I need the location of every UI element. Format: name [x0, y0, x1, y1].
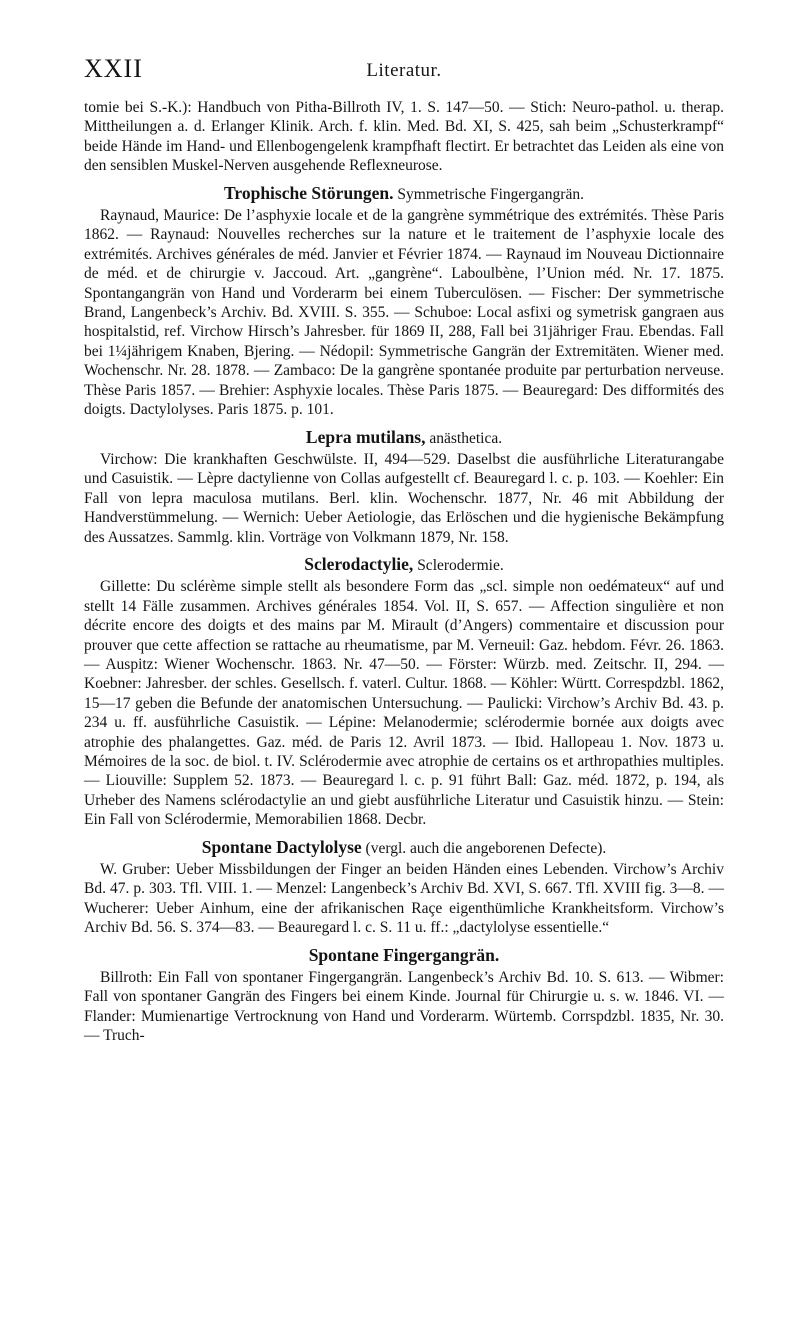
heading-text: Lepra mutilans,: [305, 426, 426, 447]
heading-text: Spontane Dactylolyse: [201, 836, 362, 857]
section-text-fingergangraen: Billroth: Ein Fall von spontaner Fingergangrän. Langenbeck’s Archiv Bd. 10. S. 613. — Wibmer: Fall von spontaner Gangrän des Fingers bei einem Kinde. Journal für Chirurgie u. s. w. 1846. VI. — Flander: Mumienartige Vertrocknung von Hand und Vorderarm. Würtemb. Corrspdzbl. 1835, Nr. 30. — Truch-: [84, 969, 724, 1045]
section-text-trophische: Raynaud, Maurice: De l’asphyxie locale et de la gangrène symmétrique des extrémités. Thèse Paris 1862. — Raynaud: Nouvelles recherches sur la nature et le traitement de l’asphyxie locale des extrémités. Archives générales de méd. Janvier et Février 1874. — Raynaud im Nouveau Dictionnaire de méd. et de chirurgie v. Jaccoud. Art. „gangrène“. Laboulbène, l’Union méd. Nr. 17. 1875. Spontangangrän von Hand und Vorderarm bei einem Tuberculösen. — Fischer: Der symmetrische Brand, Langenbeck’s Archiv. Bd. XVIII. S. 355. — Schuboe: Local asfixi og symetrisk gangraen aus hospitalstid, ref. Virchow Hirsch’s Jahresber. für 1869 II, 288, Fall bei 31jähriger Frau. Ebendas. Fall bei 1¼jährigem Knaben, Bjering. — Nédopil: Symmetrische Gangrän der Extremitäten. Wiener med. Wochenschr. Nr. 28. 1878. — Zambaco: De la gangrène spontanée produite par perturbation nerveuse. Thèse Paris 1857. — Brehier: Asphyxie locales. Thèse Paris 1875. — Beauregard: Des difformités des doigts. Dactylolyses. Paris 1875. p. 101.: [84, 207, 724, 419]
section-heading-dactylolyse: [84, 838, 724, 858]
heading-text: Spontane Fingergangrän.: [308, 944, 500, 965]
section-heading-lepra: [84, 428, 724, 448]
paragraph-continued: tomie bei S.-K.): Handbuch von Pitha-Billroth IV, 1. S. 147—50. — Stich: Neuro-pathol. u. therap. Mittheilungen a. d. Erlanger Klinik. Arch. f. klin. Med. Bd. XI, S. 425, sah beim „Schusterkrampf“ beide Hände im Hand- und Ellenbogengelenk krampfhaft flectirt. Er betrachtet das Leiden als eine von den sensiblen Muskel-Nerven ausgehende Reflexneurose.: [84, 99, 724, 175]
section-heading-sclerodactylie: [84, 555, 724, 575]
heading-subtitle: anästhetica.: [429, 429, 503, 447]
page-header: [84, 54, 724, 94]
section-text-dactylolyse: W. Gruber: Ueber Missbildungen der Finger an beiden Händen eines Lebenden. Virchow’s Archiv Bd. 47. p. 303. Tfl. VIII. 1. — Menzel: Langenbeck’s Archiv Bd. XVI, S. 667. Tfl. XVIII fig. 3—8. — Wucherer: Ueber Ainhum, eine der afrikanischen Raçe eigenthümliche Krankheitsform. Virchow’s Archiv Bd. 56. S. 374—83. — Beauregard l. c. S. 11 u. ff.: „dactylolyse essentielle.“: [84, 861, 724, 937]
heading-subtitle: Symmetrische Fingergangrän.: [397, 185, 584, 203]
page-body: [84, 98, 724, 1046]
heading-text: Trophische Störungen.: [224, 182, 394, 203]
heading-subtitle: Sclerodermie.: [417, 556, 504, 574]
running-title: Literatur.: [366, 60, 442, 81]
section-heading-fingergangraen: [84, 946, 724, 966]
page-number: XXII: [84, 54, 143, 83]
heading-subtitle: (vergl. auch die angeborenen Defecte).: [365, 839, 607, 857]
section-text-lepra: Virchow: Die krankhaften Geschwülste. II, 494—529. Daselbst die ausführliche Literaturangabe und Casuistik. — Lèpre dactylienne von Collas aufgestellt cf. Beauregard l. c. p. 103. — Koehler: Ein Fall von lepra maculosa mutilans. Berl. klin. Wochenschr. 1877, Nr. 46 mit Abbildung der Handverstümmelung. — Wernich: Ueber Aetiologie, das Erlöschen und die hygienische Bekämpfung des Aussatzes. Sammlg. klin. Vorträge von Volkmann 1879, Nr. 158.: [84, 450, 724, 546]
section-heading-trophische: [84, 184, 724, 204]
heading-text: Sclerodactylie,: [304, 553, 414, 574]
section-text-sclerodactylie: Gillette: Du sclérème simple stellt als besondere Form das „scl. simple non oedémateux“ auf und stellt 14 Fälle zusammen. Archives générales 1854. Vol. II, S. 657. — Affection singulière et non décrite encore des doigts et des mains par M. Mirault (d’Angers) commentaire et discussion pour prouver que cette affection se rattache au rheumatisme, par M. Verneuil: Gaz. hebdom. Févr. 26. 1863. — Auspitz: Wiener Wochenschr. 1863. Nr. 47—50. — Förster: Würzb. med. Zeitschr. II, 294. — Koebner: Jahresber. der schles. Gesellsch. f. vaterl. Cultur. 1868. — Köhler: Württ. Correspdzbl. 1862, 15—17 geben die Befunde der anatomischen Untersuchung. — Paulicki: Virchow’s Archiv Bd. 43. p. 234 u. ff. ausführliche Casuistik. — Lépine: Melanodermie; sclérodermie bornée aux doigts avec atrophie des phalangettes. Gaz. méd. de Paris 12. Avril 1873. — Ibid. Hallopeau 1. Nov. 1873 u. Mémoires de la soc. de biol. t. IV. Sclérodermie avec atrophie de certains os et arthropathies multiples. — Liouville: Supplem 52. 1873. — Beauregard l. c. p. 91 führt Ball: Gaz. méd. 1872, p. 194, als Urheber des Namens sclérodactylie an und giebt ausführliche Literatur und Casuistik hinzu. — Stein: Ein Fall von Sclérodermie, Memorabilien 1868. Decbr.: [84, 578, 724, 829]
